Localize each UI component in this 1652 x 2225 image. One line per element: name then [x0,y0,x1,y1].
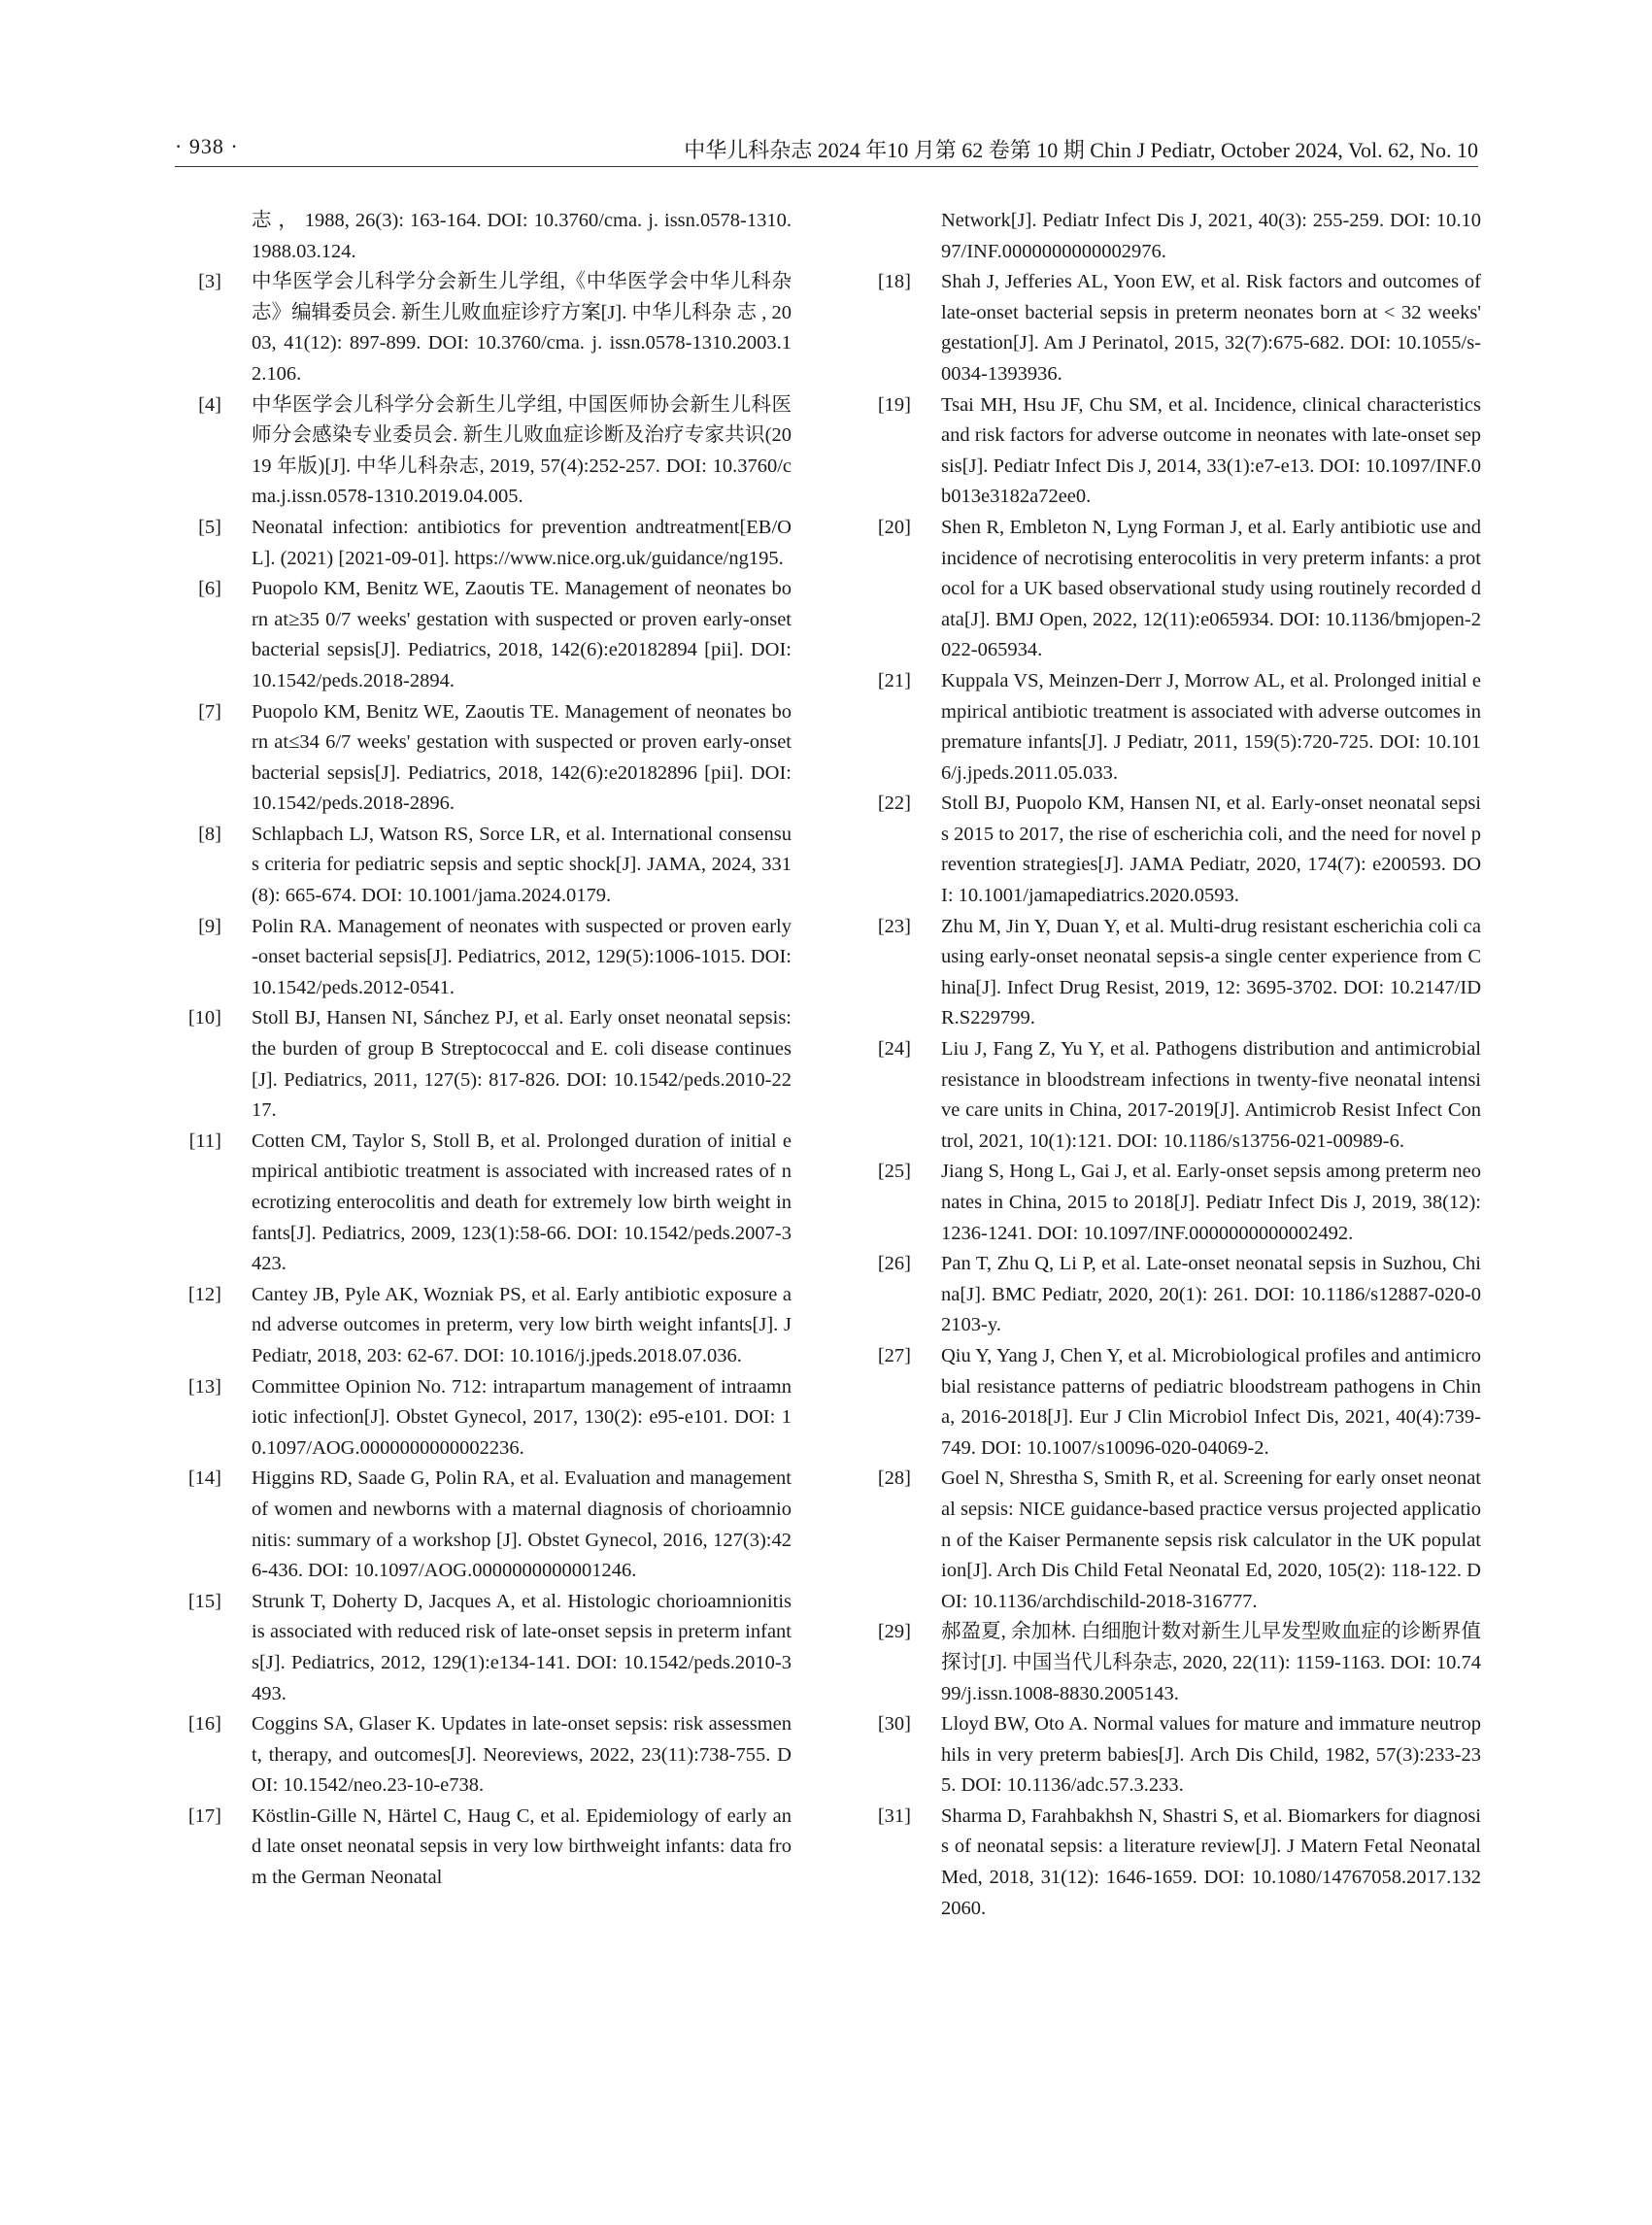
page-header [175,134,1478,163]
reference-text: Puopolo KM, Benitz WE, Zaoutis TE. Management of neonates born at≤34 6/7 weeks' gestation with suspected or proven early-onset bacterial sepsis[J]. Pediatrics, 2018, 142(6):e20182896 [pii]. DOI: 10.1542/peds.2018-2896. [252,700,792,815]
journal-running-title: 中华儿科杂志 2024 年10 月第 62 卷第 10 期 Chin J Pediatr, October 2024, Vol. 62, No. 10 [684,138,1478,162]
reference-text: Lloyd BW, Oto A. Normal values for mature and immature neutrophils in very preterm babies[J]. Arch Dis Child, 1982, 57(3):233-235. DOI: 10.1136/adc.57.3.233. [941,1713,1481,1797]
reference-entry [864,789,1481,911]
reference-text: Network[J]. Pediatr Infect Dis J, 2021, 40(3): 255-259. DOI: 10.1097/INF.0000000000002976. [941,210,1481,262]
reference-entry [864,1464,1481,1617]
reference-number: [8] [198,823,221,845]
reference-number: [3] [198,271,221,293]
reference-number: [16] [187,1713,221,1736]
reference-entry [175,1709,792,1802]
reference-entry [175,1280,792,1372]
reference-number: [4] [198,393,221,416]
reference-entry [175,1127,792,1280]
reference-number: [26] [877,1253,911,1275]
reference-text: Neonatal infection: antibiotics for prevention andtreatment[EB/OL]. (2021) [2021-09-01]. https://www.nice.org.uk/guidance/ng195. [252,516,792,569]
reference-entry [175,912,792,1004]
reference-entry [175,390,792,513]
reference-entry [864,912,1481,1034]
reference-entry [175,1464,792,1586]
reference-text: Committee Opinion No. 712: intrapartum management of intraamniotic infection[J]. Obstet Gynecol, 2017, 130(2): e95-e101. DOI: 10.1097/AOG.0000000000002236. [252,1375,792,1459]
reference-entry [864,390,1481,513]
reference-text: Kuppala VS, Meinzen-Derr J, Morrow AL, et al. Prolonged initial empirical antibiotic treatment is associated with adverse outcomes in premature infants[J]. J Pediatr, 2011, 159(5):720-725. DOI: 10.1016/j.jpeds.2011.05.033. [941,669,1481,784]
reference-number: [5] [198,516,221,538]
reference-number: [7] [198,700,221,723]
reference-text: Liu J, Fang Z, Yu Y, et al. Pathogens distribution and antimicrobial resistance in bloodstream infections in twenty-five neonatal intensive care units in China, 2017-2019[J]. Antimicrob Resist Infect Control, 2021, 10(1):121. DOI: 10.1186/s13756-021-00989-6. [941,1038,1481,1152]
reference-number: [6] [198,578,221,600]
reference-number: [23] [877,915,911,937]
references-right-column [864,206,1481,1924]
reference-number: [24] [877,1038,911,1061]
reference-text: Qiu Y, Yang J, Chen Y, et al. Microbiological profiles and antimicrobial resistance patterns of pediatric bloodstream pathogens in China, 2016-2018[J]. Eur J Clin Microbiol Infect Dis, 2021, 40(4):739-749. DOI: 10.1007/s10096-020-04069-2. [941,1344,1481,1459]
reference-number: [30] [877,1713,911,1736]
reference-entry [175,820,792,912]
reference-text: Higgins RD, Saade G, Polin RA, et al. Evaluation and management of women and newborns with a maternal diagnosis of chorioamnionitis: summary of a workshop [J]. Obstet Gynecol, 2016, 127(3):426-436. DOI: 10.1097/AOG.0000000000001246. [252,1467,792,1582]
page-number: · 938 · [175,134,239,158]
reference-text: 中华医学会儿科学分会新生儿学组,《中华医学会中华儿科杂志》编辑委员会. 新生儿败血症诊疗方案[J]. 中华儿科杂 志 , 2003, 41(12): 897-899. DOI: 10.3760/cma. j. issn.0578-1310.2003.12.106. [252,271,792,385]
reference-number: [17] [187,1804,221,1827]
reference-number: [29] [877,1621,911,1643]
reference-entry [864,206,1481,267]
reference-entry [175,1587,792,1709]
reference-text: Shen R, Embleton N, Lyng Forman J, et al. Early antibiotic use and incidence of necrotising enterocolitis in very preterm infants: a protocol for a UK based observational study using routinely recorded data[J]. BMJ Open, 2022, 12(11):e065934. DOI: 10.1136/bmjopen-2022-065934. [941,516,1481,661]
references-left-column [175,206,792,1894]
reference-entry [864,1034,1481,1157]
reference-entry [864,267,1481,389]
reference-entry [175,513,792,574]
reference-text: 中华医学会儿科学分会新生儿学组, 中国医师协会新生儿科医师分会感染专业委员会. 新生儿败血症诊断及治疗专家共识(2019 年版)[J]. 中华儿科杂志, 2019, 57(4):252-257. DOI: 10.3760/cma.j.issn.0578-1310.2019.04.005. [252,393,792,508]
reference-number: [18] [877,271,911,293]
reference-text: Shah J, Jefferies AL, Yoon EW, et al. Risk factors and outcomes of late-onset bacterial sepsis in preterm neonates born at < 32 weeks' gestation[J]. Am J Perinatol, 2015, 32(7):675-682. DOI: 10.1055/s-0034-1393936. [941,271,1481,385]
reference-number: [25] [877,1161,911,1183]
reference-entry [175,267,792,389]
reference-number: [21] [877,669,911,691]
reference-text: Goel N, Shrestha S, Smith R, et al. Screening for early onset neonatal sepsis: NICE guidance-based practice versus projected application of the Kaiser Permanente sepsis risk calculator in the UK population[J]. Arch Dis Child Fetal Neonatal Ed, 2020, 105(2): 118-122. DOI: 10.1136/archdischild-2018-316777. [941,1467,1481,1612]
reference-number: [19] [877,393,911,416]
reference-number: [20] [877,516,911,538]
reference-entry [864,1709,1481,1802]
reference-text: Stoll BJ, Hansen NI, Sánchez PJ, et al. Early onset neonatal sepsis: the burden of group B Streptococcal and E. coli disease continues[J]. Pediatrics, 2011, 127(5): 817-826. DOI: 10.1542/peds.2010-2217. [252,1007,792,1122]
reference-number: [27] [877,1344,911,1366]
reference-entry [864,513,1481,666]
reference-text: Coggins SA, Glaser K. Updates in late-onset sepsis: risk assessment, therapy, and outcomes[J]. Neoreviews, 2022, 23(11):738-755. DOI: 10.1542/neo.23-10-e738. [252,1713,792,1797]
reference-number: [10] [187,1007,221,1029]
reference-number: [11] [188,1129,221,1152]
reference-entry [175,1372,792,1465]
reference-text: 志 ， 1988, 26(3): 163-164. DOI: 10.3760/cma. j. issn.0578-1310.1988.03.124. [252,210,792,262]
reference-text: Tsai MH, Hsu JF, Chu SM, et al. Incidence, clinical characteristics and risk factors for adverse outcome in neonates with late-onset sepsis[J]. Pediatr Infect Dis J, 2014, 33(1):e7-e13. DOI: 10.1097/INF.0b013e3182a72ee0. [941,393,1481,508]
reference-number: [22] [877,792,911,815]
reference-text: Strunk T, Doherty D, Jacques A, et al. Histologic chorioamnionitis is associated with reduced risk of late-onset sepsis in preterm infants[J]. Pediatrics, 2012, 129(1):e134-141. DOI: 10.1542/peds.2010-3493. [252,1590,792,1704]
reference-text: Polin RA. Management of neonates with suspected or proven early-onset bacterial sepsis[J]. Pediatrics, 2012, 129(5):1006-1015. DOI: 10.1542/peds.2012-0541. [252,915,792,998]
reference-entry [864,1157,1481,1249]
reference-entry [175,1003,792,1126]
reference-text: Cotten CM, Taylor S, Stoll B, et al. Prolonged duration of initial empirical antibiotic treatment is associated with increased rates of necrotizing enterocolitis and death for extremely low birth weight infants[J]. Pediatrics, 2009, 123(1):58-66. DOI: 10.1542/peds.2007-3423. [252,1129,792,1275]
reference-entry [864,1617,1481,1709]
reference-text: Köstlin-Gille N, Härtel C, Haug C, et al. Epidemiology of early and late onset neonatal sepsis in very low birthweight infants: data from the German Neonatal [252,1804,792,1889]
reference-number: [12] [187,1283,221,1305]
reference-entry [175,574,792,696]
reference-number: [31] [877,1804,911,1827]
reference-number: [14] [187,1467,221,1490]
reference-text: Puopolo KM, Benitz WE, Zaoutis TE. Management of neonates born at≥35 0/7 weeks' gestation with suspected or proven early-onset bacterial sepsis[J]. Pediatrics, 2018, 142(6):e20182894 [pii]. DOI: 10.1542/peds.2018-2894. [252,578,792,691]
reference-entry [175,697,792,820]
reference-entry [864,1341,1481,1464]
reference-text: Zhu M, Jin Y, Duan Y, et al. Multi-drug resistant escherichia coli causing early-onset neonatal sepsis-a single center experience from China[J]. Infect Drug Resist, 2019, 12: 3695-3702. DOI: 10.2147/IDR.S229799. [941,915,1481,1029]
reference-number: [15] [187,1590,221,1612]
header-divider [175,166,1478,167]
reference-text: Stoll BJ, Puopolo KM, Hansen NI, et al. Early-onset neonatal sepsis 2015 to 2017, the rise of escherichia coli, and the need for novel prevention strategies[J]. JAMA Pediatr, 2020, 174(7): e200593. DOI: 10.1001/jamapediatrics.2020.0593. [941,792,1481,907]
reference-text: Pan T, Zhu Q, Li P, et al. Late-onset neonatal sepsis in Suzhou, China[J]. BMC Pediatr, 2020, 20(1): 261. DOI: 10.1186/s12887-020-02103-y. [941,1253,1481,1336]
reference-entry [864,1802,1481,1924]
reference-number: [13] [187,1375,221,1398]
reference-text: 郝盈夏, 余加林. 白细胞计数对新生儿早发型败血症的诊断界值探讨[J]. 中国当代儿科杂志, 2020, 22(11): 1159-1163. DOI: 10.7499/j.issn.1008-8830.2005143. [941,1621,1481,1704]
reference-entry [175,206,792,267]
reference-text: Jiang S, Hong L, Gai J, et al. Early-onset sepsis among preterm neonates in China, 2015 to 2018[J]. Pediatr Infect Dis J, 2019, 38(12): 1236-1241. DOI: 10.1097/INF.0000000000002492. [941,1161,1481,1244]
reference-entry [864,666,1481,789]
reference-text: Sharma D, Farahbakhsh N, Shastri S, et al. Biomarkers for diagnosis of neonatal sepsis: a literature review[J]. J Matern Fetal Neonatal Med, 2018, 31(12): 1646-1659. DOI: 10.1080/14767058.2017.1322060. [941,1804,1481,1919]
reference-text: Schlapbach LJ, Watson RS, Sorce LR, et al. International consensus criteria for pediatric sepsis and septic shock[J]. JAMA, 2024, 331(8): 665-674. DOI: 10.1001/jama.2024.0179. [252,823,792,907]
reference-number: [9] [198,915,221,937]
reference-entry [175,1802,792,1894]
reference-entry [864,1249,1481,1341]
reference-text: Cantey JB, Pyle AK, Wozniak PS, et al. Early antibiotic exposure and adverse outcomes in preterm, very low birth weight infants[J]. J Pediatr, 2018, 203: 62-67. DOI: 10.1016/j.jpeds.2018.07.036. [252,1283,792,1366]
reference-number: [28] [877,1467,911,1490]
